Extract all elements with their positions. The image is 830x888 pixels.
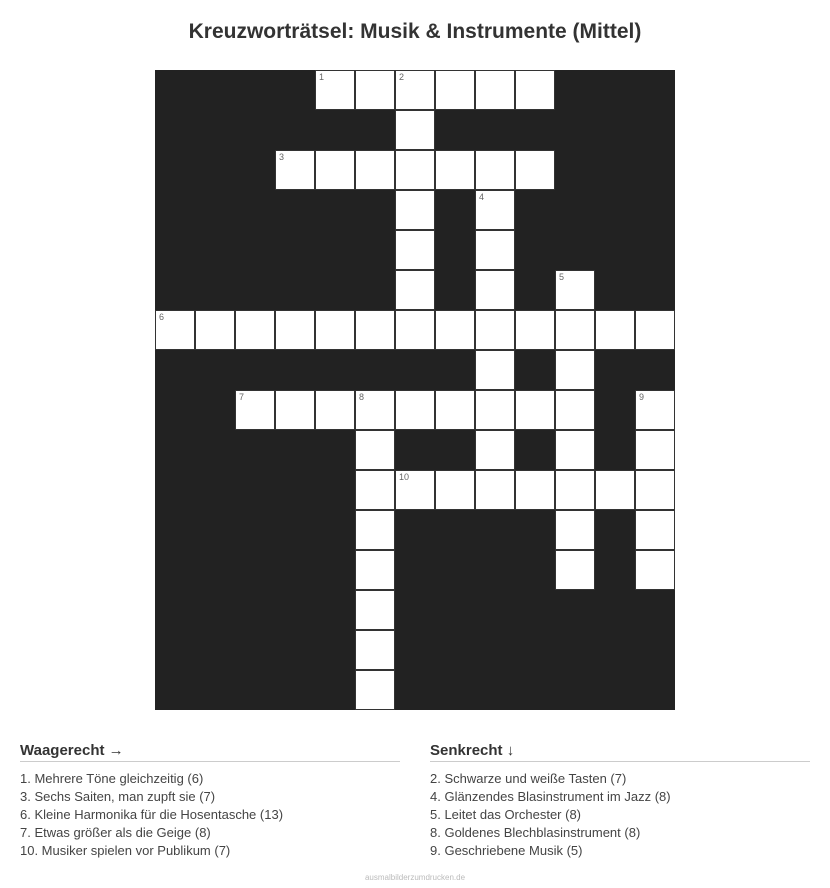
grid-cell[interactable] bbox=[395, 230, 435, 270]
grid-cell[interactable] bbox=[555, 310, 595, 350]
grid-cell[interactable] bbox=[195, 310, 235, 350]
down-heading: Senkrecht ↓ bbox=[430, 742, 810, 762]
grid-cell[interactable] bbox=[355, 630, 395, 670]
grid-cell[interactable] bbox=[475, 310, 515, 350]
grid-cell[interactable] bbox=[555, 430, 595, 470]
grid-cell[interactable] bbox=[275, 390, 315, 430]
grid-cell[interactable] bbox=[475, 350, 515, 390]
grid-cell[interactable] bbox=[635, 550, 675, 590]
clue-number: 10 bbox=[399, 472, 410, 482]
grid-cell[interactable] bbox=[635, 310, 675, 350]
across-clues bbox=[20, 742, 400, 860]
grid-cell[interactable] bbox=[355, 310, 395, 350]
grid-cell[interactable] bbox=[635, 470, 675, 510]
grid-cell[interactable] bbox=[475, 190, 515, 230]
grid-cell[interactable] bbox=[555, 270, 595, 310]
clue-number: 3 bbox=[279, 152, 285, 162]
grid-cell[interactable] bbox=[395, 310, 435, 350]
down-clue: 9. Geschriebene Musik (5) bbox=[430, 843, 583, 858]
grid-cell[interactable] bbox=[355, 70, 395, 110]
grid-cell[interactable] bbox=[395, 270, 435, 310]
grid-cell[interactable] bbox=[395, 190, 435, 230]
grid-cell[interactable] bbox=[595, 310, 635, 350]
down-clues bbox=[430, 742, 810, 860]
grid-cell[interactable] bbox=[355, 470, 395, 510]
grid-cell[interactable] bbox=[475, 430, 515, 470]
grid-cell[interactable] bbox=[395, 110, 435, 150]
grid-cell[interactable] bbox=[595, 470, 635, 510]
across-clue: 1. Mehrere Töne gleichzeitig (6) bbox=[20, 771, 204, 786]
grid-cell[interactable] bbox=[555, 550, 595, 590]
across-heading: Waagerecht → bbox=[20, 742, 400, 762]
grid-cell[interactable] bbox=[355, 390, 395, 430]
grid-cell[interactable] bbox=[475, 390, 515, 430]
grid-cell[interactable] bbox=[635, 430, 675, 470]
grid-cell[interactable] bbox=[555, 390, 595, 430]
down-clue: 8. Goldenes Blechblasinstrument (8) bbox=[430, 825, 641, 840]
grid-cell[interactable] bbox=[235, 390, 275, 430]
grid-cell[interactable] bbox=[635, 510, 675, 550]
grid-cell[interactable] bbox=[475, 470, 515, 510]
page-title: Kreuzworträtsel: Musik & Instrumente (Mittel) bbox=[188, 20, 642, 43]
clue-number: 6 bbox=[159, 312, 165, 322]
grid-cell[interactable] bbox=[395, 150, 435, 190]
grid-cell[interactable] bbox=[315, 390, 355, 430]
grid-cell[interactable] bbox=[475, 150, 515, 190]
across-clue: 7. Etwas größer als die Geige (8) bbox=[20, 825, 211, 840]
grid-cell[interactable] bbox=[555, 350, 595, 390]
grid-cell[interactable] bbox=[315, 310, 355, 350]
grid-cell[interactable] bbox=[155, 310, 195, 350]
grid-cell[interactable] bbox=[515, 70, 555, 110]
clue-number: 5 bbox=[559, 272, 565, 282]
grid-cell[interactable] bbox=[515, 150, 555, 190]
grid-cell[interactable] bbox=[355, 510, 395, 550]
clue-number: 2 bbox=[399, 72, 405, 82]
grid-cell[interactable] bbox=[395, 390, 435, 430]
across-clue: 10. Musiker spielen vor Publikum (7) bbox=[20, 843, 231, 858]
grid-cell[interactable] bbox=[235, 310, 275, 350]
grid-cell[interactable] bbox=[435, 310, 475, 350]
grid-cell[interactable] bbox=[515, 470, 555, 510]
footer-credit: ausmalbilderzumdrucken.de bbox=[364, 873, 466, 882]
grid-cell[interactable] bbox=[515, 390, 555, 430]
grid-cell[interactable] bbox=[395, 470, 435, 510]
grid-cell[interactable] bbox=[515, 310, 555, 350]
grid-cell[interactable] bbox=[475, 270, 515, 310]
across-clue: 6. Kleine Harmonika für die Hosentasche (13) bbox=[20, 807, 284, 822]
grid-cell[interactable] bbox=[315, 150, 355, 190]
grid-cell[interactable] bbox=[395, 70, 435, 110]
grid-cell[interactable] bbox=[555, 510, 595, 550]
clue-number: 8 bbox=[359, 392, 365, 402]
grid-cell[interactable] bbox=[475, 70, 515, 110]
grid-cell[interactable] bbox=[355, 590, 395, 630]
grid-cell[interactable] bbox=[435, 470, 475, 510]
grid-cell[interactable] bbox=[355, 670, 395, 710]
grid-cell[interactable] bbox=[435, 70, 475, 110]
grid-cell[interactable] bbox=[635, 390, 675, 430]
grid-cell[interactable] bbox=[275, 150, 315, 190]
down-clue: 5. Leitet das Orchester (8) bbox=[430, 807, 582, 822]
clue-number: 7 bbox=[239, 392, 245, 402]
grid-cell[interactable] bbox=[435, 150, 475, 190]
grid-cell[interactable] bbox=[555, 470, 595, 510]
grid-cell[interactable] bbox=[435, 390, 475, 430]
down-clue: 4. Glänzendes Blasinstrument im Jazz (8) bbox=[430, 789, 671, 804]
grid-cell[interactable] bbox=[275, 310, 315, 350]
grid-cell[interactable] bbox=[355, 550, 395, 590]
grid-cell[interactable] bbox=[355, 150, 395, 190]
grid-cell[interactable] bbox=[355, 430, 395, 470]
crossword-grid bbox=[155, 70, 675, 710]
clue-number: 1 bbox=[319, 72, 325, 82]
clue-number: 4 bbox=[479, 192, 485, 202]
across-clue: 3. Sechs Saiten, man zupft sie (7) bbox=[20, 789, 216, 804]
grid-cell[interactable] bbox=[475, 230, 515, 270]
clue-number: 9 bbox=[639, 392, 645, 402]
down-clue: 2. Schwarze und weiße Tasten (7) bbox=[430, 771, 627, 786]
grid-cell[interactable] bbox=[315, 70, 355, 110]
